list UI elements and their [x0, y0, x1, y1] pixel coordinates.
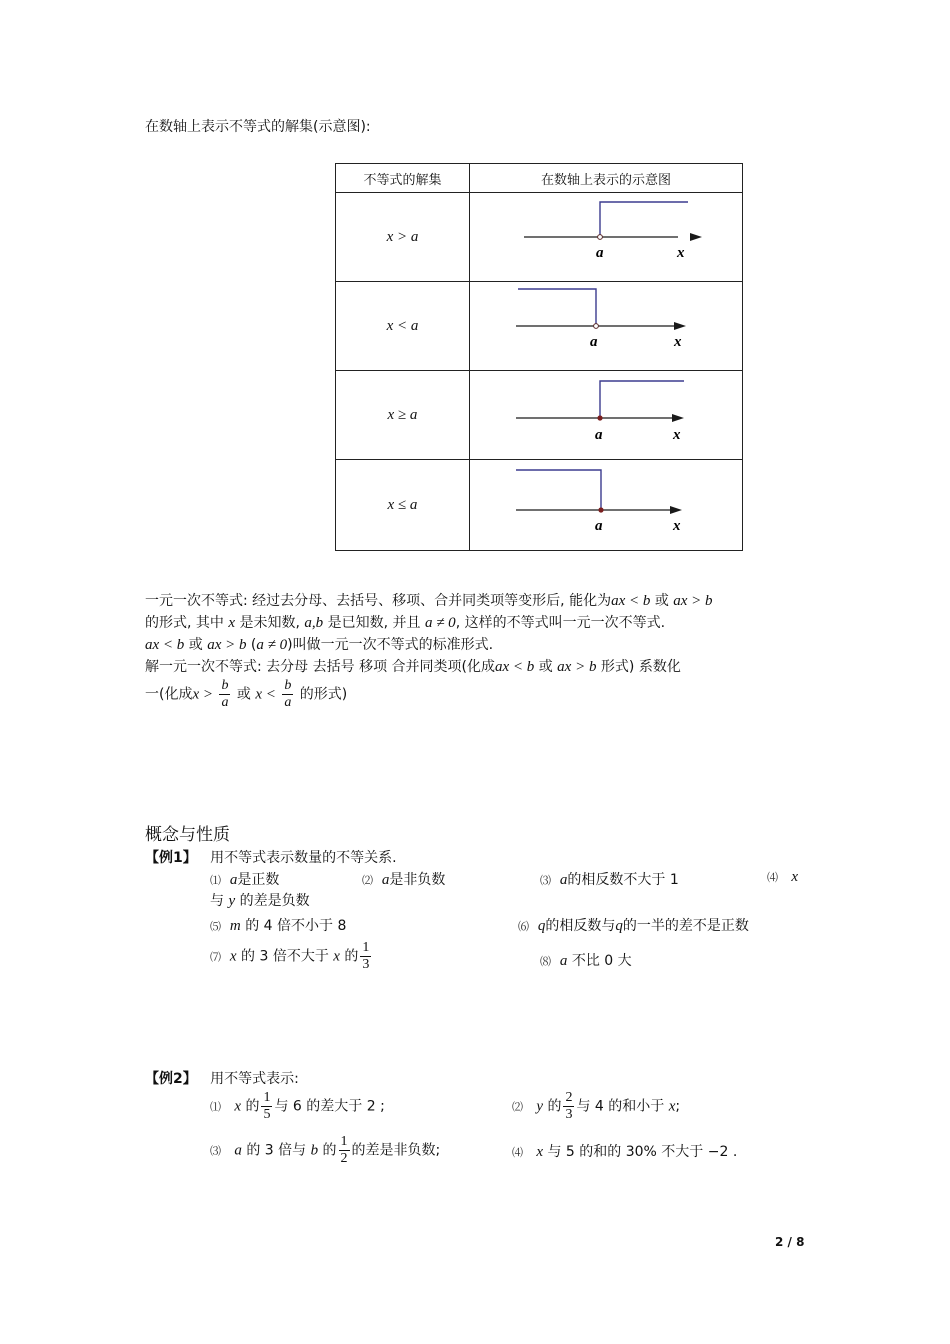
table-row — [336, 282, 743, 371]
definition-line-1: 一元一次不等式: 经过去分母、去括号、移项、合并同类项等变形后, 能化为ax < b 或 ax > b — [145, 593, 713, 609]
fraction: $\frac{b}{a}$ — [284, 678, 292, 710]
inequality-expression: x ≤ a — [387, 496, 418, 513]
axis-label: x — [673, 518, 681, 534]
intro-text: 在数轴上表示不等式的解集(示意图): — [145, 119, 371, 135]
inequality-expression: x < a — [386, 317, 419, 334]
example-1-item: ⑸ m 的 4 倍不小于 8 — [210, 918, 347, 934]
example-1-item-continuation: 与 y 的差是负数 — [210, 893, 310, 909]
axis-label: x — [673, 427, 681, 443]
fraction: $\frac{2}{3}$ — [565, 1090, 573, 1122]
example-1-item: ⑷ x — [767, 869, 799, 885]
example-1-item: ⑶ a的相反数不大于 1 — [540, 872, 679, 888]
page-number: 2 / 8 — [775, 1235, 805, 1249]
definition-line-3: ax < b 或 ax > b (a ≠ 0)叫做一元一次不等式的标准形式. — [145, 637, 494, 653]
number-line-diagram — [470, 193, 742, 281]
point-label: a — [595, 427, 603, 443]
example-2-item: ⑷ x 与 5 的和的 30% 不大于 −2 . — [512, 1144, 738, 1160]
inequality-table — [335, 163, 743, 551]
number-line-diagram — [470, 460, 742, 550]
definition-line-2: 的形式, 其中 x 是未知数, a,b 是已知数, 并且 a ≠ 0, 这样的不等式叫一元一次不等式. — [145, 615, 666, 631]
inequality-expression: x > a — [386, 228, 419, 245]
example-1-item: ⑴ a是正数 — [210, 872, 280, 888]
example-2-item: ⑶ a 的 3 倍与 b 的 $\frac{1}{2}$ 的差是非负数; — [210, 1134, 441, 1166]
example-2-header: 【例2】 用不等式表示: — [145, 1071, 299, 1087]
table-row — [336, 193, 743, 282]
example-1-item: ⑵ a是非负数 — [362, 872, 446, 888]
fraction: $\frac{1}{2}$ — [340, 1134, 348, 1166]
definition-line-4: 解一元一次不等式: 去分母 去括号 移项 合并同类项(化成ax < b 或 ax > b 形式) 系数化 — [145, 659, 681, 675]
section-title: 概念与性质 — [145, 825, 230, 845]
example-2-item: ⑴ x 的 $\frac{1}{5}$ 与 6 的差大于 2 ; — [210, 1090, 385, 1122]
axis-label: x — [674, 334, 682, 350]
table-row — [336, 460, 743, 551]
example-2-item: ⑵ y 的 $\frac{2}{3}$ 与 4 的和小于 x; — [512, 1090, 681, 1122]
axis-label: x — [677, 245, 685, 261]
inequality-expression: x ≥ a — [387, 406, 418, 423]
example-1-header: 【例1】 用不等式表示数量的不等关系. — [145, 850, 397, 866]
point-label: a — [590, 334, 598, 350]
example-1-item: ⑻ a 不比 0 大 — [540, 953, 632, 969]
example-1-item: ⑹ q的相反数与q的一半的差不是正数 — [518, 918, 749, 934]
definition-line-5: 一(化成x > $\frac{b}{a}$ 或 x < $\frac{b}{a}$ 的形式) — [145, 678, 348, 710]
fraction: $\frac{b}{a}$ — [221, 678, 229, 710]
point-label: a — [595, 518, 603, 534]
table-row — [336, 371, 743, 460]
fraction: $\frac{1}{5}$ — [263, 1090, 271, 1122]
number-line-diagram — [470, 371, 742, 459]
number-line-diagram — [470, 282, 742, 370]
point-label: a — [596, 245, 604, 261]
fraction: $\frac{1}{3}$ — [362, 940, 370, 972]
table-header-number-line: 在数轴上表示的示意图 — [470, 164, 743, 193]
table-header-solution-set: 不等式的解集 — [336, 164, 470, 193]
example-1-item: ⑺ x 的 3 倍不大于 x 的 $\frac{1}{3}$ — [210, 940, 370, 972]
